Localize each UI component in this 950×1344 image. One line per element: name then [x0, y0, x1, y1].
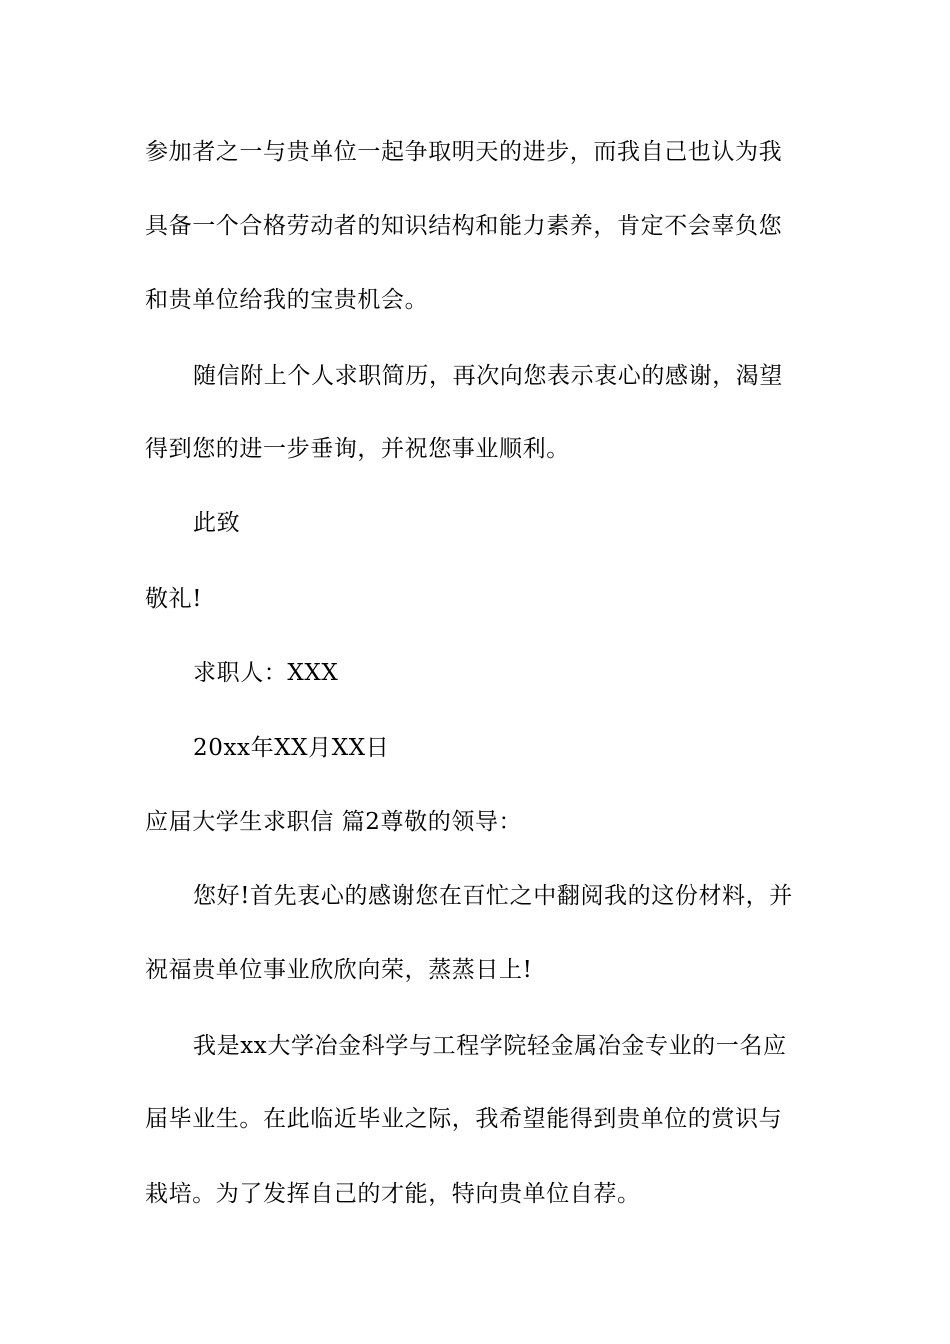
signature-date: 20xx年XX月XX日	[193, 735, 390, 761]
text-line: 届毕业生。在此临近毕业之际，我希望能得到贵单位的赏识与	[145, 1106, 783, 1132]
text-line: 栽培。为了发挥自己的才能，特向贵单位自荐。	[145, 1181, 641, 1207]
paragraph-first-line: 您好!首先衷心的感谢您在百忙之中翻阅我的这份材料，并	[193, 883, 793, 909]
text-line: 参加者之一与贵单位一起争取明天的进步，而我自己也认为我	[145, 139, 783, 165]
section-heading: 应届大学生求职信 篇2尊敬的领导：	[145, 809, 523, 835]
text-line: 具备一个合格劳动者的知识结构和能力素养，肯定不会辜负您	[145, 213, 783, 239]
closing-salutation: 此致	[193, 510, 241, 536]
text-line: 得到您的进一步垂询，并祝您事业顺利。	[145, 436, 570, 462]
paragraph-first-line: 随信附上个人求职简历，再次向您表示衷心的感谢，渴望	[193, 363, 783, 389]
text-line: 和贵单位给我的宝贵机会。	[145, 287, 429, 313]
paragraph-first-line: 我是xx大学冶金科学与工程学院轻金属冶金专业的一名应	[193, 1033, 787, 1059]
signature-applicant: 求职人：XXX	[193, 660, 339, 686]
text-line: 祝福贵单位事业欣欣向荣，蒸蒸日上!	[145, 957, 533, 983]
closing-regards: 敬礼!	[145, 586, 203, 612]
